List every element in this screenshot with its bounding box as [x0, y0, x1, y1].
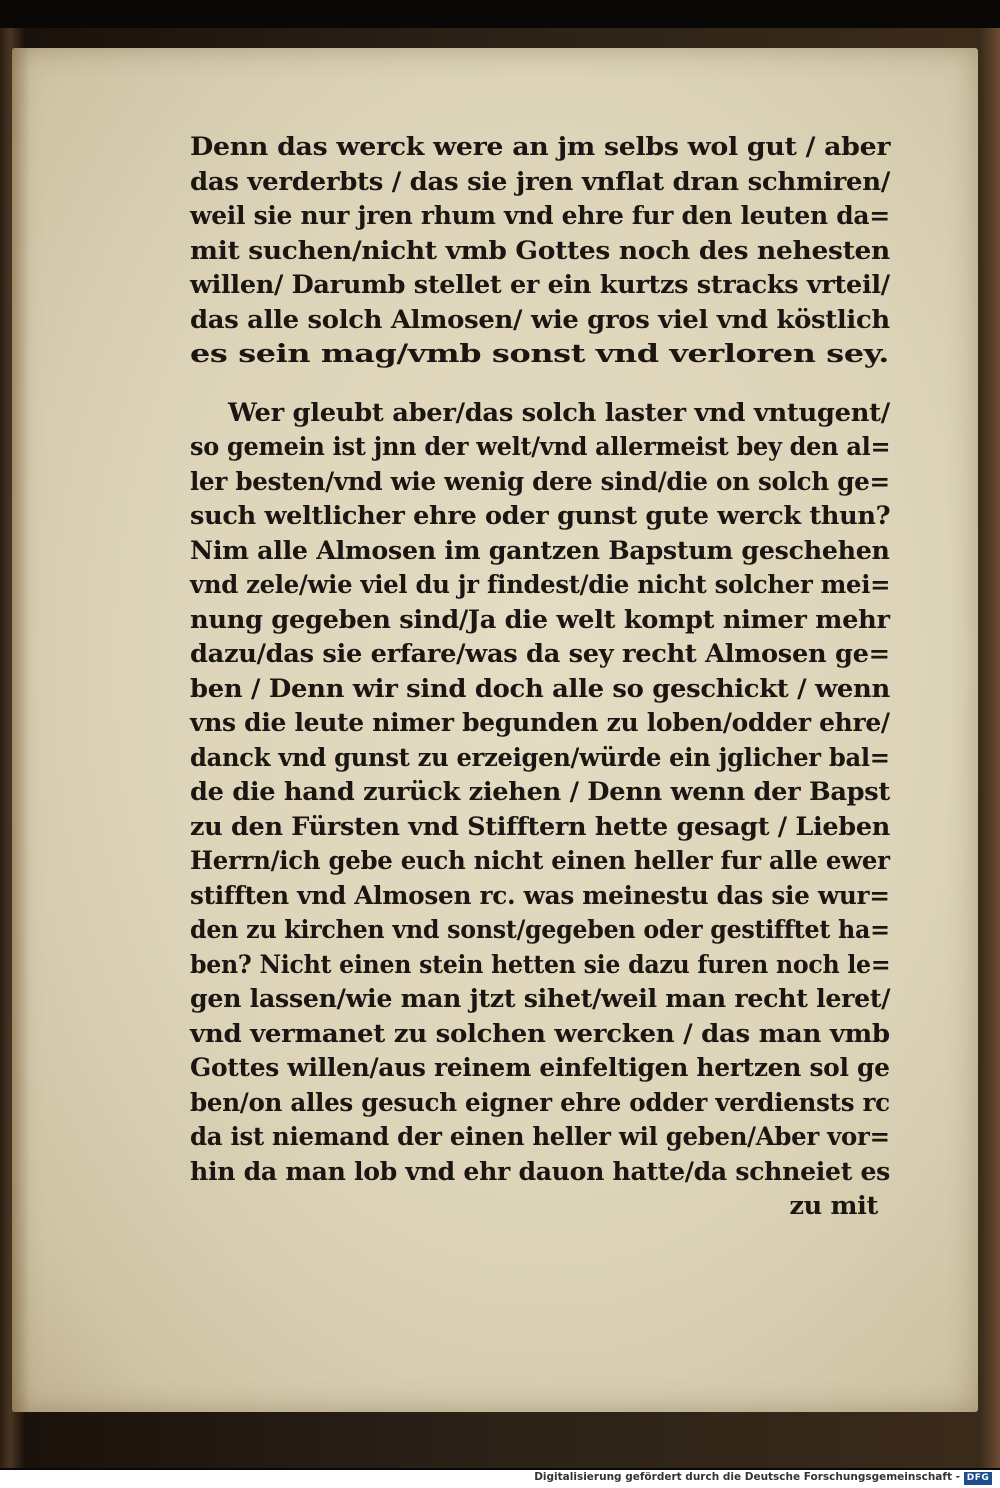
text-line: Denn das werck were an jm selbs wol gut / aber — [190, 132, 891, 162]
paragraph-1 — [190, 130, 890, 372]
paragraph-gap — [190, 372, 890, 396]
text-line: da ist niemand der einen heller wil geben/Aber vor= — [190, 1122, 890, 1152]
text-line: vnd zele/wie viel du jr findest/die nicht solcher mei= — [190, 570, 891, 600]
catchword: zu mit — [789, 1191, 878, 1221]
text-line: Wer gleubt aber/das solch laster vnd vntugent/ — [228, 397, 890, 428]
dfg-logo-icon: DFG — [964, 1472, 992, 1485]
page-gutter-shadow — [12, 48, 30, 1412]
text-line: es sein mag/vmb sonst vnd verloren sey. — [190, 339, 889, 369]
text-line: das verderbts / das sie jren vnflat dran schmiren/ — [190, 166, 891, 197]
text-line: so gemein ist jnn der welt/vnd allermeist bey den al= — [190, 432, 891, 462]
text-line: weil sie nur jren rhum vnd ehre fur den leuten da= — [190, 201, 890, 231]
text-line: ler besten/vnd wie wenig dere sind/die on solch ge= — [190, 466, 890, 497]
text-line: ben/on alles gesuch eigner ehre odder verdiensts rc — [190, 1087, 890, 1118]
text-line: Nim alle Almosen im gantzen Bapstum geschehen — [190, 535, 890, 566]
text-line: Gottes willen/aus reinem einfeltigen hertzen sol ge — [190, 1053, 890, 1083]
text-line: zu den Fürsten vnd Stifftern hette gesagt / Lieben — [190, 811, 890, 842]
paragraph-2 — [190, 396, 890, 1190]
text-line: Herrn/ich gebe euch nicht einen heller fur alle ewer — [190, 846, 890, 876]
text-line: vns die leute nimer begunden zu loben/odder ehre/ — [190, 708, 890, 738]
text-line: such weltlicher ehre oder gunst gute werck thun? — [190, 501, 891, 531]
text-line: ben? Nicht einen stein hetten sie dazu furen noch le= — [190, 949, 891, 980]
text-line: stifften vnd Almosen rc. was meinestu das sie wur= — [190, 880, 890, 911]
text-line: danck vnd gunst zu erzeigen/würde ein jglicher bal= — [190, 742, 890, 773]
text-line: vnd vermanet zu solchen wercken / das man vmb — [190, 1018, 890, 1049]
funding-credit: Digitalisierung gefördert durch die Deutsche Forschungsgemeinschaft - — [534, 1471, 960, 1483]
text-line: ben / Denn wir sind doch alle so geschickt / wenn — [190, 673, 890, 704]
text-line: de die hand zurück ziehen / Denn wenn der Bapst — [190, 777, 890, 807]
footer-bar — [0, 1470, 1000, 1488]
text-line: den zu kirchen vnd sonst/gegeben oder gestifftet ha= — [190, 915, 890, 945]
text-line: das alle solch Almosen/ wie gros viel vnd köstlich — [190, 304, 890, 335]
page-text-block — [190, 130, 890, 1224]
text-line: gen lassen/wie man jtzt sihet/weil man recht leret/ — [190, 984, 891, 1014]
text-line: mit suchen/nicht vmb Gottes noch des nehesten — [190, 235, 890, 266]
text-line: hin da man lob vnd ehr dauon hatte/da schneiet es — [190, 1156, 891, 1187]
text-line: willen/ Darumb stellet er ein kurtzs stracks vrteil/ — [190, 270, 890, 300]
text-line: nung gegeben sind/Ja die welt kompt nimer mehr — [190, 604, 890, 635]
text-line: dazu/das sie erfare/was da sey recht Almosen ge= — [190, 639, 890, 669]
